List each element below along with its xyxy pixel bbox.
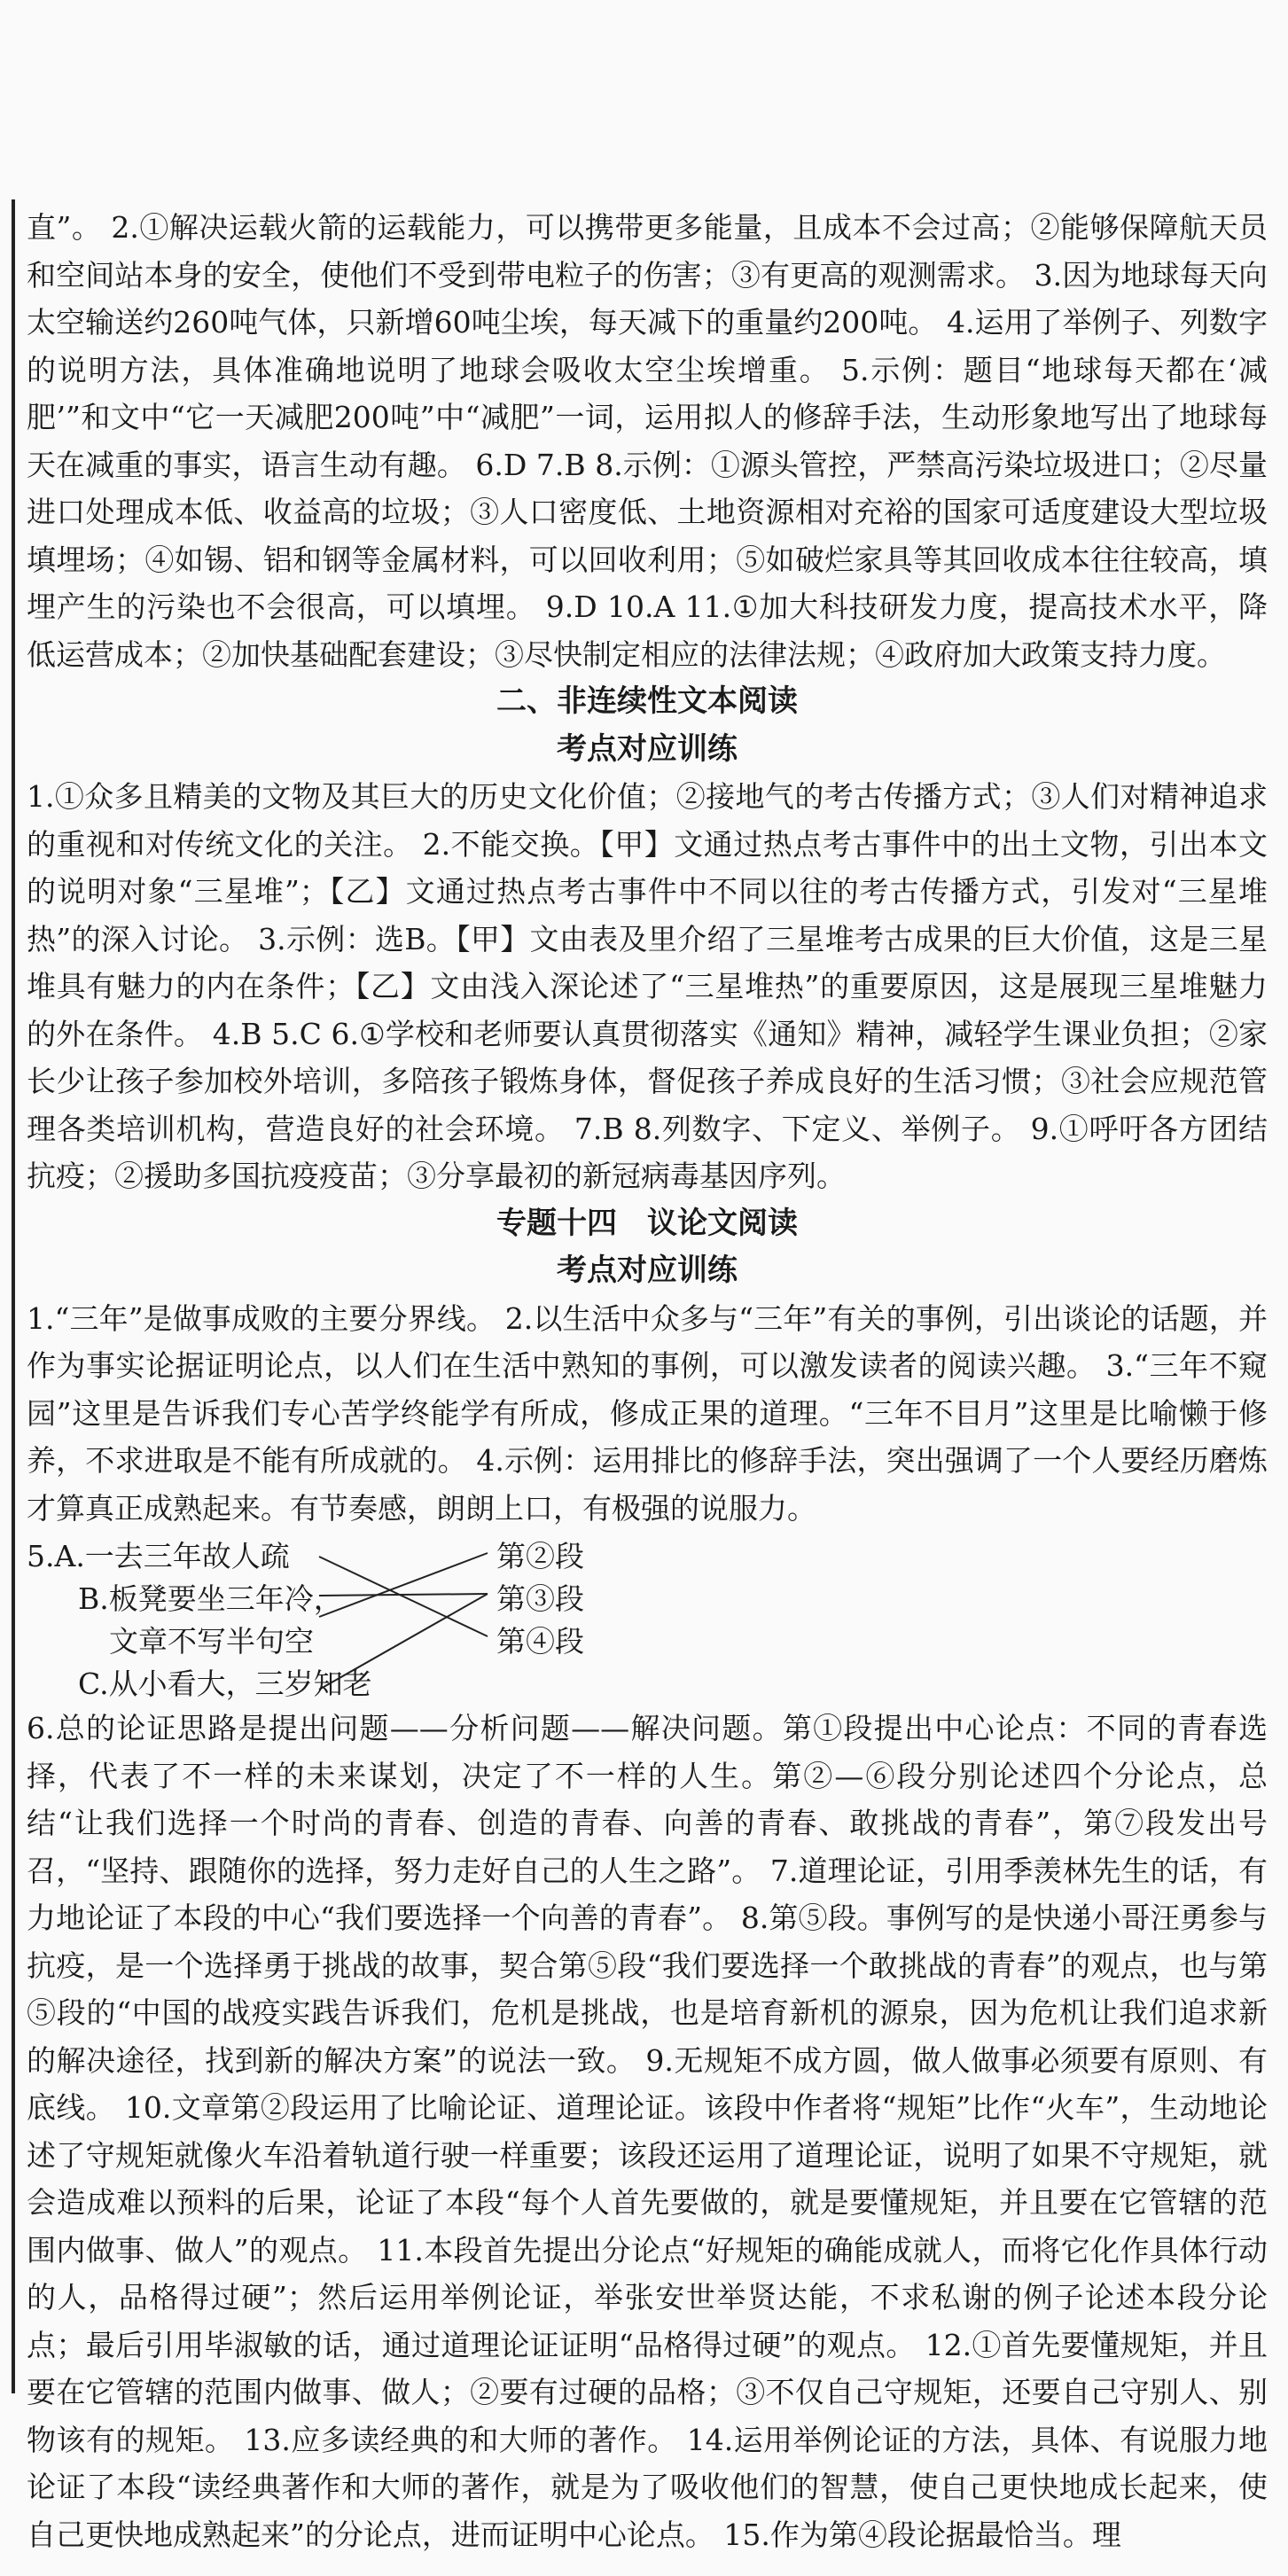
match-left-b1: B.板凳要坐三年冷， xyxy=(78,1581,343,1616)
matching-diagram xyxy=(27,1532,1268,1705)
section2-title: 二、非连续性文本阅读 xyxy=(496,683,798,719)
match-left-c: C.从小看大，三岁知老 xyxy=(78,1667,372,1701)
section2-paragraph: 1.①众多且精美的文物及其巨大的历史文化价值；②接地气的考古传播方式；③人们对精神追求的重视和对传统文化的关注。 2.不能交换。【甲】文通过热点考古事件中的出土文物，引出本文的说明对象“三星堆”；【乙】文通过热点考古事件中不同以往的考古传播方式，引发对“三星堆热”的深入讨论。 3.示例：选B。【甲】文由表及里介绍了三星堆考古成果的巨大价值，这是三星堆具有魅力的内在条件；【乙】文由浅入深论述了“三星堆热”的重要原因，这是展现三星堆魅力的外在条件。 4.B 5.C 6.①学校和老师要认真贯彻落实《通知》精神，减轻学生课业负担；②家长少让孩子参加校外培训，多陪孩子锻炼身体，督促孩子养成良好的生活习惯；③社会应规范管理各类培训机构，营造良好的社会环境。 7.B 8.列数字、下定义、举例子。 9.①呼吁各方团结抗疫；②援助多国抗疫疫苗；③分享最初的新冠病毒基因序列。 xyxy=(27,779,1268,1193)
margin-rule xyxy=(12,199,15,2393)
section3-subtitle: 考点对应训练 xyxy=(557,1253,738,1288)
section2-subtitle: 考点对应训练 xyxy=(557,730,738,767)
match-left-b2: 文章不写半句空 xyxy=(109,1624,314,1659)
match-right-3: 第③段 xyxy=(496,1581,584,1616)
match-right-2: 第②段 xyxy=(496,1539,584,1573)
section3-paragraph1: 1.“三年”是做事成败的主要分界线。 2.以生活中众多与“三年”有关的事例，引出谈论的话题，并作为事实论据证明论点，以人们在生活中熟知的事例，可以激发读者的阅读兴趣。 3.“三年不窥园”这里是告诉我们专心苦学终能学有所成，修成正果的道理。“三年不目月”这里是比喻懒于修养，不求进取是不能有所成就的。 4.示例：运用排比的修辞手法，突出强调了一个人要经历磨炼才算真正成熟起来。有节奏感，朗朗上口，有极强的说服力。 xyxy=(27,1300,1268,1526)
answer-page xyxy=(27,204,1268,2558)
match-left-a: 5.A.一去三年故人疏 xyxy=(27,1539,290,1573)
section1-paragraph: 直”。 2.①解决运载火箭的运载能力，可以携带更多能量，且成本不会过高；②能够保障航天员和空间站本身的安全，使他们不受到带电粒子的伤害；③有更高的观测需求。 3.因为地球每天向太空输送约260吨气体，只新增60吨尘埃，每天减下的重量约200吨。 4.运用了举例子、列数字的说明方法，具体准确地说明了地球会吸收太空尘埃增重。 5.示例：题目“地球每天都在‘减肥’”和文中“它一天减肥200吨”中“减肥”一词，运用拟人的修辞手法，生动形象地写出了地球每天在减重的事实，语言生动有趣。 6.D 7.B 8.示例：①源头管控，严禁高污染垃圾进口；②尽量进口处理成本低、收益高的垃圾；③人口密度低、土地资源相对充裕的国家可适度建设大型垃圾填埋场；④如锡、铝和钢等金属材料，可以回收利用；⑤如破烂家具等其回收成本往往较高，填埋产生的污染也不会很高，可以填埋。 9.D 10.A 11.①加大科技研发力度，提高技术水平，降低运营成本；②加快基础配套建设；③尽快制定相应的法律法规；④政府加大政策支持力度。 xyxy=(27,210,1268,672)
match-right-4: 第④段 xyxy=(496,1624,584,1659)
section3-paragraph2: 6.总的论证思路是提出问题——分析问题——解决问题。第①段提出中心论点：不同的青春选择，代表了不一样的未来谋划，决定了不一样的人生。第②—⑥段分别论述四个分论点，总结“让我们选择一个时尚的青春、创造的青春、向善的青春、敢挑战的青春”，第⑦段发出号召，“坚持、跟随你的选择，努力走好自己的人生之路”。 7.道理论证，引用季羡林先生的话，有力地论证了本段的中心“我们要选择一个向善的青春”。 8.第⑤段。事例写的是快递小哥汪勇参与抗疫，是一个选择勇于挑战的故事，契合第⑤段“我们要选择一个敢挑战的青春”的观点，也与第⑤段的“中国的战疫实践告诉我们，危机是挑战，也是培育新机的源泉，因为危机让我们追求新的解决途径，找到新的解决方案”的说法一致。 9.无规矩不成方圆，做人做事必须要有原则、有底线。 10.文章第②段运用了比喻论证、道理论证。该段中作者将“规矩”比作“火车”，生动地论述了守规矩就像火车沿着轨道行驶一样重要；该段还运用了道理论证，说明了如果不守规矩，就会造成难以预料的后果，论证了本段“每个人首先要做的，就是要懂规矩，并且要在它管辖的范围内做事、做人”的观点。 11.本段首先提出分论点“好规矩的确能成就人，而将它化作具体行动的人，品格得过硬”；然后运用举例论证，举张安世举贤达能，不求私谢的例子论述本段分论点；最后引用毕淑敏的话，通过道理论证证明“品格得过硬”的观点。 12.①首先要懂规矩，并且要在它管辖的范围内做事、做人；②要有过硬的品格；③不仅自己守规矩，还要自己守别人、别物该有的规矩。 13.应多读经典的和大师的著作。 14.运用举例论证的方法，具体、有说服力地论证了本段“读经典著作和大师的著作，就是为了吸收他们的智慧，使自己更快地成长起来，使自己更快地成熟起来”的分论点，进而证明中心论点。 15.作为第④段论据最恰当。理 xyxy=(27,1711,1268,2552)
section3-title: 专题十四 议论文阅读 xyxy=(496,1205,798,1241)
